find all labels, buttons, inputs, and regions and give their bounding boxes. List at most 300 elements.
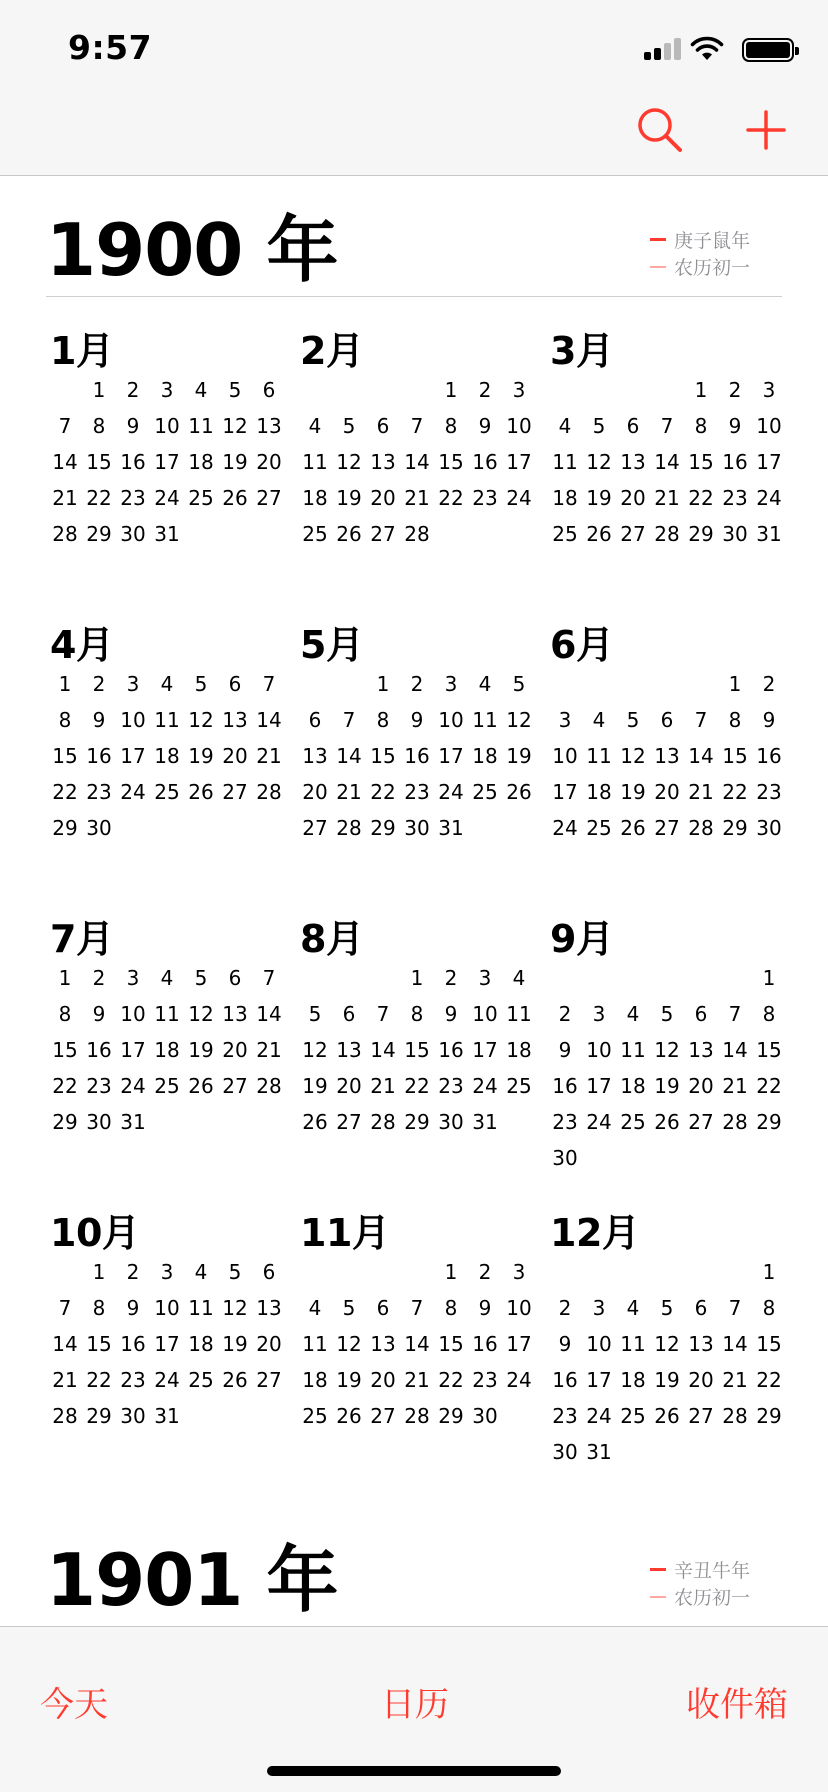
day-cell: 30 (552, 1146, 578, 1170)
day-cell: 10 (472, 1002, 498, 1026)
day-cell: 11 (154, 1002, 180, 1026)
day-cell: 12 (188, 708, 214, 732)
day-cell: 1 (58, 966, 72, 990)
day-cell: 9 (558, 1038, 572, 1062)
month-block[interactable] (298, 623, 536, 886)
day-cell: 25 (154, 780, 180, 804)
day-cell: 15 (688, 450, 714, 474)
month-name: 12月 (550, 1211, 640, 1255)
day-cell: 21 (688, 780, 714, 804)
day-cell: 11 (302, 1332, 328, 1356)
day-cell: 24 (506, 1368, 532, 1392)
day-cell: 26 (222, 486, 248, 510)
day-cell: 12 (586, 450, 612, 474)
day-cell: 1 (410, 966, 424, 990)
day-cell: 17 (506, 450, 532, 474)
day-cell: 5 (308, 1002, 322, 1026)
day-cell: 10 (586, 1332, 612, 1356)
day-cell: 9 (478, 414, 492, 438)
day-cell: 9 (762, 708, 776, 732)
day-cell: 25 (302, 1404, 328, 1428)
day-cell: 14 (370, 1038, 396, 1062)
day-cell: 18 (620, 1074, 646, 1098)
day-cell: 16 (120, 1332, 146, 1356)
day-cell: 7 (58, 1296, 72, 1320)
day-cell: 24 (586, 1110, 612, 1134)
day-cell: 1 (762, 966, 776, 990)
day-cell: 8 (92, 414, 106, 438)
day-cell: 9 (410, 708, 424, 732)
day-cell: 22 (404, 1074, 430, 1098)
day-cell: 31 (756, 522, 782, 546)
day-cell: 26 (620, 816, 646, 840)
day-cell: 29 (438, 1404, 464, 1428)
day-cell: 14 (256, 1002, 282, 1026)
day-cell: 28 (52, 1404, 78, 1428)
day-cell: 15 (86, 1332, 112, 1356)
day-cell: 27 (222, 1074, 248, 1098)
day-cell: 9 (728, 414, 742, 438)
day-cell: 19 (620, 780, 646, 804)
day-cell: 13 (302, 744, 328, 768)
day-cell: 7 (410, 414, 424, 438)
day-cell: 28 (256, 1074, 282, 1098)
day-cell: 28 (404, 1404, 430, 1428)
day-cell: 31 (586, 1440, 612, 1464)
day-cell: 25 (586, 816, 612, 840)
day-cell: 18 (188, 450, 214, 474)
day-cell: 11 (472, 708, 498, 732)
day-cell: 2 (92, 672, 106, 696)
month-block[interactable] (548, 623, 786, 886)
day-cell: 30 (120, 1404, 146, 1428)
day-cell: 18 (506, 1038, 532, 1062)
day-cell: 8 (376, 708, 390, 732)
day-cell: 12 (336, 450, 362, 474)
day-cell: 12 (188, 1002, 214, 1026)
day-cell: 9 (126, 414, 140, 438)
day-cell: 23 (552, 1110, 578, 1134)
day-cell: 3 (512, 378, 526, 402)
day-cell: 22 (52, 780, 78, 804)
day-cell: 29 (756, 1110, 782, 1134)
day-cell: 17 (154, 1332, 180, 1356)
day-cell: 9 (126, 1296, 140, 1320)
month-name: 5月 (300, 623, 364, 667)
lunar-day: 农历初一 (673, 1587, 750, 1609)
day-cell: 6 (376, 414, 390, 438)
day-cell: 21 (256, 744, 282, 768)
day-cell: 16 (86, 1038, 112, 1062)
day-cell: 4 (626, 1002, 640, 1026)
day-cell: 8 (58, 708, 72, 732)
day-cell: 27 (256, 486, 282, 510)
day-cell: 13 (256, 414, 282, 438)
tab-today[interactable]: 今天 (40, 1685, 108, 1725)
day-cell: 17 (506, 1332, 532, 1356)
day-cell: 24 (756, 486, 782, 510)
day-cell: 16 (472, 450, 498, 474)
day-cell: 18 (586, 780, 612, 804)
day-cell: 7 (410, 1296, 424, 1320)
day-cell: 8 (728, 708, 742, 732)
day-cell: 21 (336, 780, 362, 804)
day-cell: 20 (688, 1074, 714, 1098)
month-name: 6月 (550, 623, 614, 667)
day-cell: 28 (404, 522, 430, 546)
day-cell: 12 (654, 1038, 680, 1062)
day-cell: 27 (222, 780, 248, 804)
day-cell: 23 (552, 1404, 578, 1428)
day-cell: 26 (222, 1368, 248, 1392)
day-cell: 19 (336, 1368, 362, 1392)
month-block[interactable] (548, 329, 786, 592)
tab-inbox[interactable]: 收件箱 (686, 1685, 788, 1725)
day-cell: 23 (472, 486, 498, 510)
day-cell: 10 (756, 414, 782, 438)
day-cell: 7 (694, 708, 708, 732)
day-cell: 26 (188, 1074, 214, 1098)
day-cell: 26 (302, 1110, 328, 1134)
day-cell: 31 (472, 1110, 498, 1134)
day-cell: 10 (552, 744, 578, 768)
day-cell: 4 (626, 1296, 640, 1320)
day-cell: 17 (120, 744, 146, 768)
day-cell: 21 (404, 486, 430, 510)
day-cell: 23 (404, 780, 430, 804)
day-cell: 10 (120, 1002, 146, 1026)
day-cell: 23 (722, 486, 748, 510)
day-cell: 31 (438, 816, 464, 840)
day-cell: 4 (160, 966, 174, 990)
day-cell: 28 (722, 1110, 748, 1134)
day-cell: 1 (444, 378, 458, 402)
day-cell: 24 (438, 780, 464, 804)
day-cell: 26 (336, 1404, 362, 1428)
day-cell: 3 (444, 672, 458, 696)
day-cell: 18 (302, 486, 328, 510)
day-cell: 1 (762, 1260, 776, 1284)
day-cell: 30 (404, 816, 430, 840)
day-cell: 7 (58, 414, 72, 438)
day-cell: 29 (370, 816, 396, 840)
day-cell: 12 (620, 744, 646, 768)
month-block[interactable] (548, 917, 786, 1180)
month-name: 9月 (550, 917, 614, 961)
day-cell: 3 (126, 966, 140, 990)
day-cell: 25 (620, 1404, 646, 1428)
day-cell: 2 (410, 672, 424, 696)
day-cell: 14 (404, 450, 430, 474)
day-cell: 8 (410, 1002, 424, 1026)
day-cell: 24 (472, 1074, 498, 1098)
day-cell: 26 (336, 522, 362, 546)
day-cell: 27 (336, 1110, 362, 1134)
day-cell: 30 (86, 1110, 112, 1134)
day-cell: 6 (626, 414, 640, 438)
day-cell: 23 (438, 1074, 464, 1098)
month-block[interactable] (298, 917, 536, 1180)
day-cell: 5 (592, 414, 606, 438)
day-cell: 24 (120, 1074, 146, 1098)
day-cell: 4 (478, 672, 492, 696)
day-cell: 28 (370, 1110, 396, 1134)
day-cell: 16 (86, 744, 112, 768)
day-cell: 5 (512, 672, 526, 696)
day-cell: 10 (506, 414, 532, 438)
day-cell: 21 (52, 486, 78, 510)
day-cell: 25 (552, 522, 578, 546)
day-cell: 29 (86, 1404, 112, 1428)
day-cell: 3 (512, 1260, 526, 1284)
lunar-year: 庚子鼠年 (673, 230, 750, 252)
year-title[interactable]: 1901 年 (46, 1538, 338, 1622)
day-cell: 1 (376, 672, 390, 696)
day-cell: 27 (688, 1110, 714, 1134)
day-cell: 17 (154, 450, 180, 474)
day-cell: 10 (438, 708, 464, 732)
home-indicator (267, 1766, 561, 1776)
day-cell: 20 (370, 486, 396, 510)
month-block[interactable] (298, 329, 536, 592)
day-cell: 29 (52, 816, 78, 840)
month-block[interactable] (48, 329, 286, 592)
month-block[interactable] (48, 1211, 286, 1474)
day-cell: 29 (756, 1404, 782, 1428)
day-cell: 15 (52, 1038, 78, 1062)
day-cell: 27 (688, 1404, 714, 1428)
day-cell: 12 (336, 1332, 362, 1356)
day-cell: 28 (256, 780, 282, 804)
day-cell: 2 (558, 1002, 572, 1026)
day-cell: 5 (194, 672, 208, 696)
day-cell: 11 (506, 1002, 532, 1026)
day-cell: 5 (660, 1002, 674, 1026)
day-cell: 14 (52, 450, 78, 474)
day-cell: 30 (438, 1110, 464, 1134)
day-cell: 15 (404, 1038, 430, 1062)
day-cell: 28 (688, 816, 714, 840)
day-cell: 6 (694, 1002, 708, 1026)
day-cell: 13 (620, 450, 646, 474)
year-title[interactable]: 1900 年 (46, 208, 338, 292)
day-cell: 7 (376, 1002, 390, 1026)
day-cell: 29 (52, 1110, 78, 1134)
day-cell: 7 (728, 1002, 742, 1026)
day-cell: 29 (404, 1110, 430, 1134)
day-cell: 23 (756, 780, 782, 804)
day-cell: 11 (620, 1332, 646, 1356)
day-cell: 5 (228, 1260, 242, 1284)
day-cell: 27 (256, 1368, 282, 1392)
day-cell: 22 (86, 486, 112, 510)
day-cell: 3 (592, 1296, 606, 1320)
day-cell: 4 (558, 414, 572, 438)
day-cell: 14 (404, 1332, 430, 1356)
day-cell: 5 (660, 1296, 674, 1320)
status-icons (644, 36, 794, 64)
day-cell: 1 (92, 1260, 106, 1284)
day-cell: 15 (756, 1038, 782, 1062)
day-cell: 10 (506, 1296, 532, 1320)
day-cell: 30 (472, 1404, 498, 1428)
day-cell: 24 (552, 816, 578, 840)
month-name: 10月 (50, 1211, 140, 1255)
month-name: 3月 (550, 329, 614, 373)
day-cell: 15 (438, 450, 464, 474)
day-cell: 15 (438, 1332, 464, 1356)
day-cell: 4 (194, 378, 208, 402)
day-cell: 23 (86, 780, 112, 804)
day-cell: 3 (478, 966, 492, 990)
month-block[interactable] (48, 917, 286, 1180)
month-block[interactable] (548, 1211, 786, 1474)
day-cell: 10 (586, 1038, 612, 1062)
day-cell: 24 (120, 780, 146, 804)
day-cell: 22 (756, 1074, 782, 1098)
day-cell: 18 (188, 1332, 214, 1356)
day-cell: 22 (688, 486, 714, 510)
day-cell: 30 (722, 522, 748, 546)
day-cell: 2 (126, 1260, 140, 1284)
day-cell: 2 (762, 672, 776, 696)
day-cell: 8 (444, 1296, 458, 1320)
day-cell: 5 (342, 414, 356, 438)
day-cell: 22 (52, 1074, 78, 1098)
day-cell: 25 (620, 1110, 646, 1134)
wifi-icon (690, 36, 724, 62)
day-cell: 7 (660, 414, 674, 438)
day-cell: 15 (86, 450, 112, 474)
day-cell: 11 (188, 1296, 214, 1320)
day-cell: 25 (506, 1074, 532, 1098)
day-cell: 16 (404, 744, 430, 768)
year-divider (46, 296, 782, 297)
day-cell: 17 (586, 1368, 612, 1392)
tab-calendars[interactable]: 日历 (381, 1685, 449, 1725)
day-cell: 17 (120, 1038, 146, 1062)
day-cell: 6 (308, 708, 322, 732)
day-cell: 23 (86, 1074, 112, 1098)
day-cell: 3 (592, 1002, 606, 1026)
day-cell: 30 (552, 1440, 578, 1464)
day-cell: 29 (86, 522, 112, 546)
day-cell: 19 (188, 744, 214, 768)
day-cell: 10 (154, 414, 180, 438)
day-cell: 15 (370, 744, 396, 768)
day-cell: 9 (444, 1002, 458, 1026)
search-icon[interactable] (636, 106, 684, 154)
day-cell: 2 (478, 378, 492, 402)
day-cell: 29 (688, 522, 714, 546)
day-cell: 25 (188, 486, 214, 510)
day-cell: 5 (342, 1296, 356, 1320)
day-cell: 12 (222, 414, 248, 438)
plus-icon[interactable] (746, 110, 786, 150)
day-cell: 14 (336, 744, 362, 768)
day-cell: 12 (302, 1038, 328, 1062)
day-cell: 8 (444, 414, 458, 438)
month-name: 1月 (50, 329, 114, 373)
day-cell: 15 (722, 744, 748, 768)
day-cell: 18 (552, 486, 578, 510)
day-cell: 2 (478, 1260, 492, 1284)
day-cell: 17 (586, 1074, 612, 1098)
day-cell: 19 (302, 1074, 328, 1098)
day-cell: 14 (654, 450, 680, 474)
day-cell: 6 (376, 1296, 390, 1320)
day-cell: 13 (256, 1296, 282, 1320)
day-cell: 20 (222, 744, 248, 768)
month-name: 11月 (300, 1211, 390, 1255)
day-cell: 19 (586, 486, 612, 510)
day-cell: 7 (728, 1296, 742, 1320)
day-cell: 28 (52, 522, 78, 546)
day-cell: 13 (370, 450, 396, 474)
day-cell: 8 (92, 1296, 106, 1320)
day-cell: 4 (512, 966, 526, 990)
day-cell: 2 (92, 966, 106, 990)
day-cell: 24 (506, 486, 532, 510)
day-cell: 4 (592, 708, 606, 732)
tab-bar (0, 1626, 828, 1792)
day-cell: 8 (762, 1296, 776, 1320)
day-cell: 2 (444, 966, 458, 990)
day-cell: 13 (222, 1002, 248, 1026)
day-cell: 4 (308, 1296, 322, 1320)
day-cell: 7 (342, 708, 356, 732)
day-cell: 18 (302, 1368, 328, 1392)
day-cell: 23 (120, 486, 146, 510)
day-cell: 8 (762, 1002, 776, 1026)
day-cell: 16 (756, 744, 782, 768)
day-cell: 17 (756, 450, 782, 474)
day-cell: 1 (694, 378, 708, 402)
day-cell: 15 (52, 744, 78, 768)
day-cell: 15 (756, 1332, 782, 1356)
day-cell: 18 (154, 1038, 180, 1062)
day-cell: 3 (558, 708, 572, 732)
day-cell: 25 (188, 1368, 214, 1392)
day-cell: 21 (256, 1038, 282, 1062)
day-cell: 9 (92, 708, 106, 732)
day-cell: 6 (660, 708, 674, 732)
day-cell: 13 (336, 1038, 362, 1062)
day-cell: 1 (728, 672, 742, 696)
day-cell: 14 (256, 708, 282, 732)
day-cell: 6 (694, 1296, 708, 1320)
day-cell: 22 (722, 780, 748, 804)
month-block[interactable] (48, 623, 286, 886)
day-cell: 11 (188, 414, 214, 438)
day-cell: 8 (694, 414, 708, 438)
day-cell: 4 (308, 414, 322, 438)
day-cell: 19 (506, 744, 532, 768)
day-cell: 23 (120, 1368, 146, 1392)
day-cell: 17 (552, 780, 578, 804)
day-cell: 21 (722, 1074, 748, 1098)
day-cell: 20 (620, 486, 646, 510)
day-cell: 7 (262, 672, 276, 696)
day-cell: 1 (444, 1260, 458, 1284)
day-cell: 16 (472, 1332, 498, 1356)
day-cell: 21 (404, 1368, 430, 1392)
day-cell: 25 (154, 1074, 180, 1098)
day-cell: 18 (154, 744, 180, 768)
month-block[interactable] (298, 1211, 536, 1474)
day-cell: 22 (86, 1368, 112, 1392)
day-cell: 20 (256, 1332, 282, 1356)
